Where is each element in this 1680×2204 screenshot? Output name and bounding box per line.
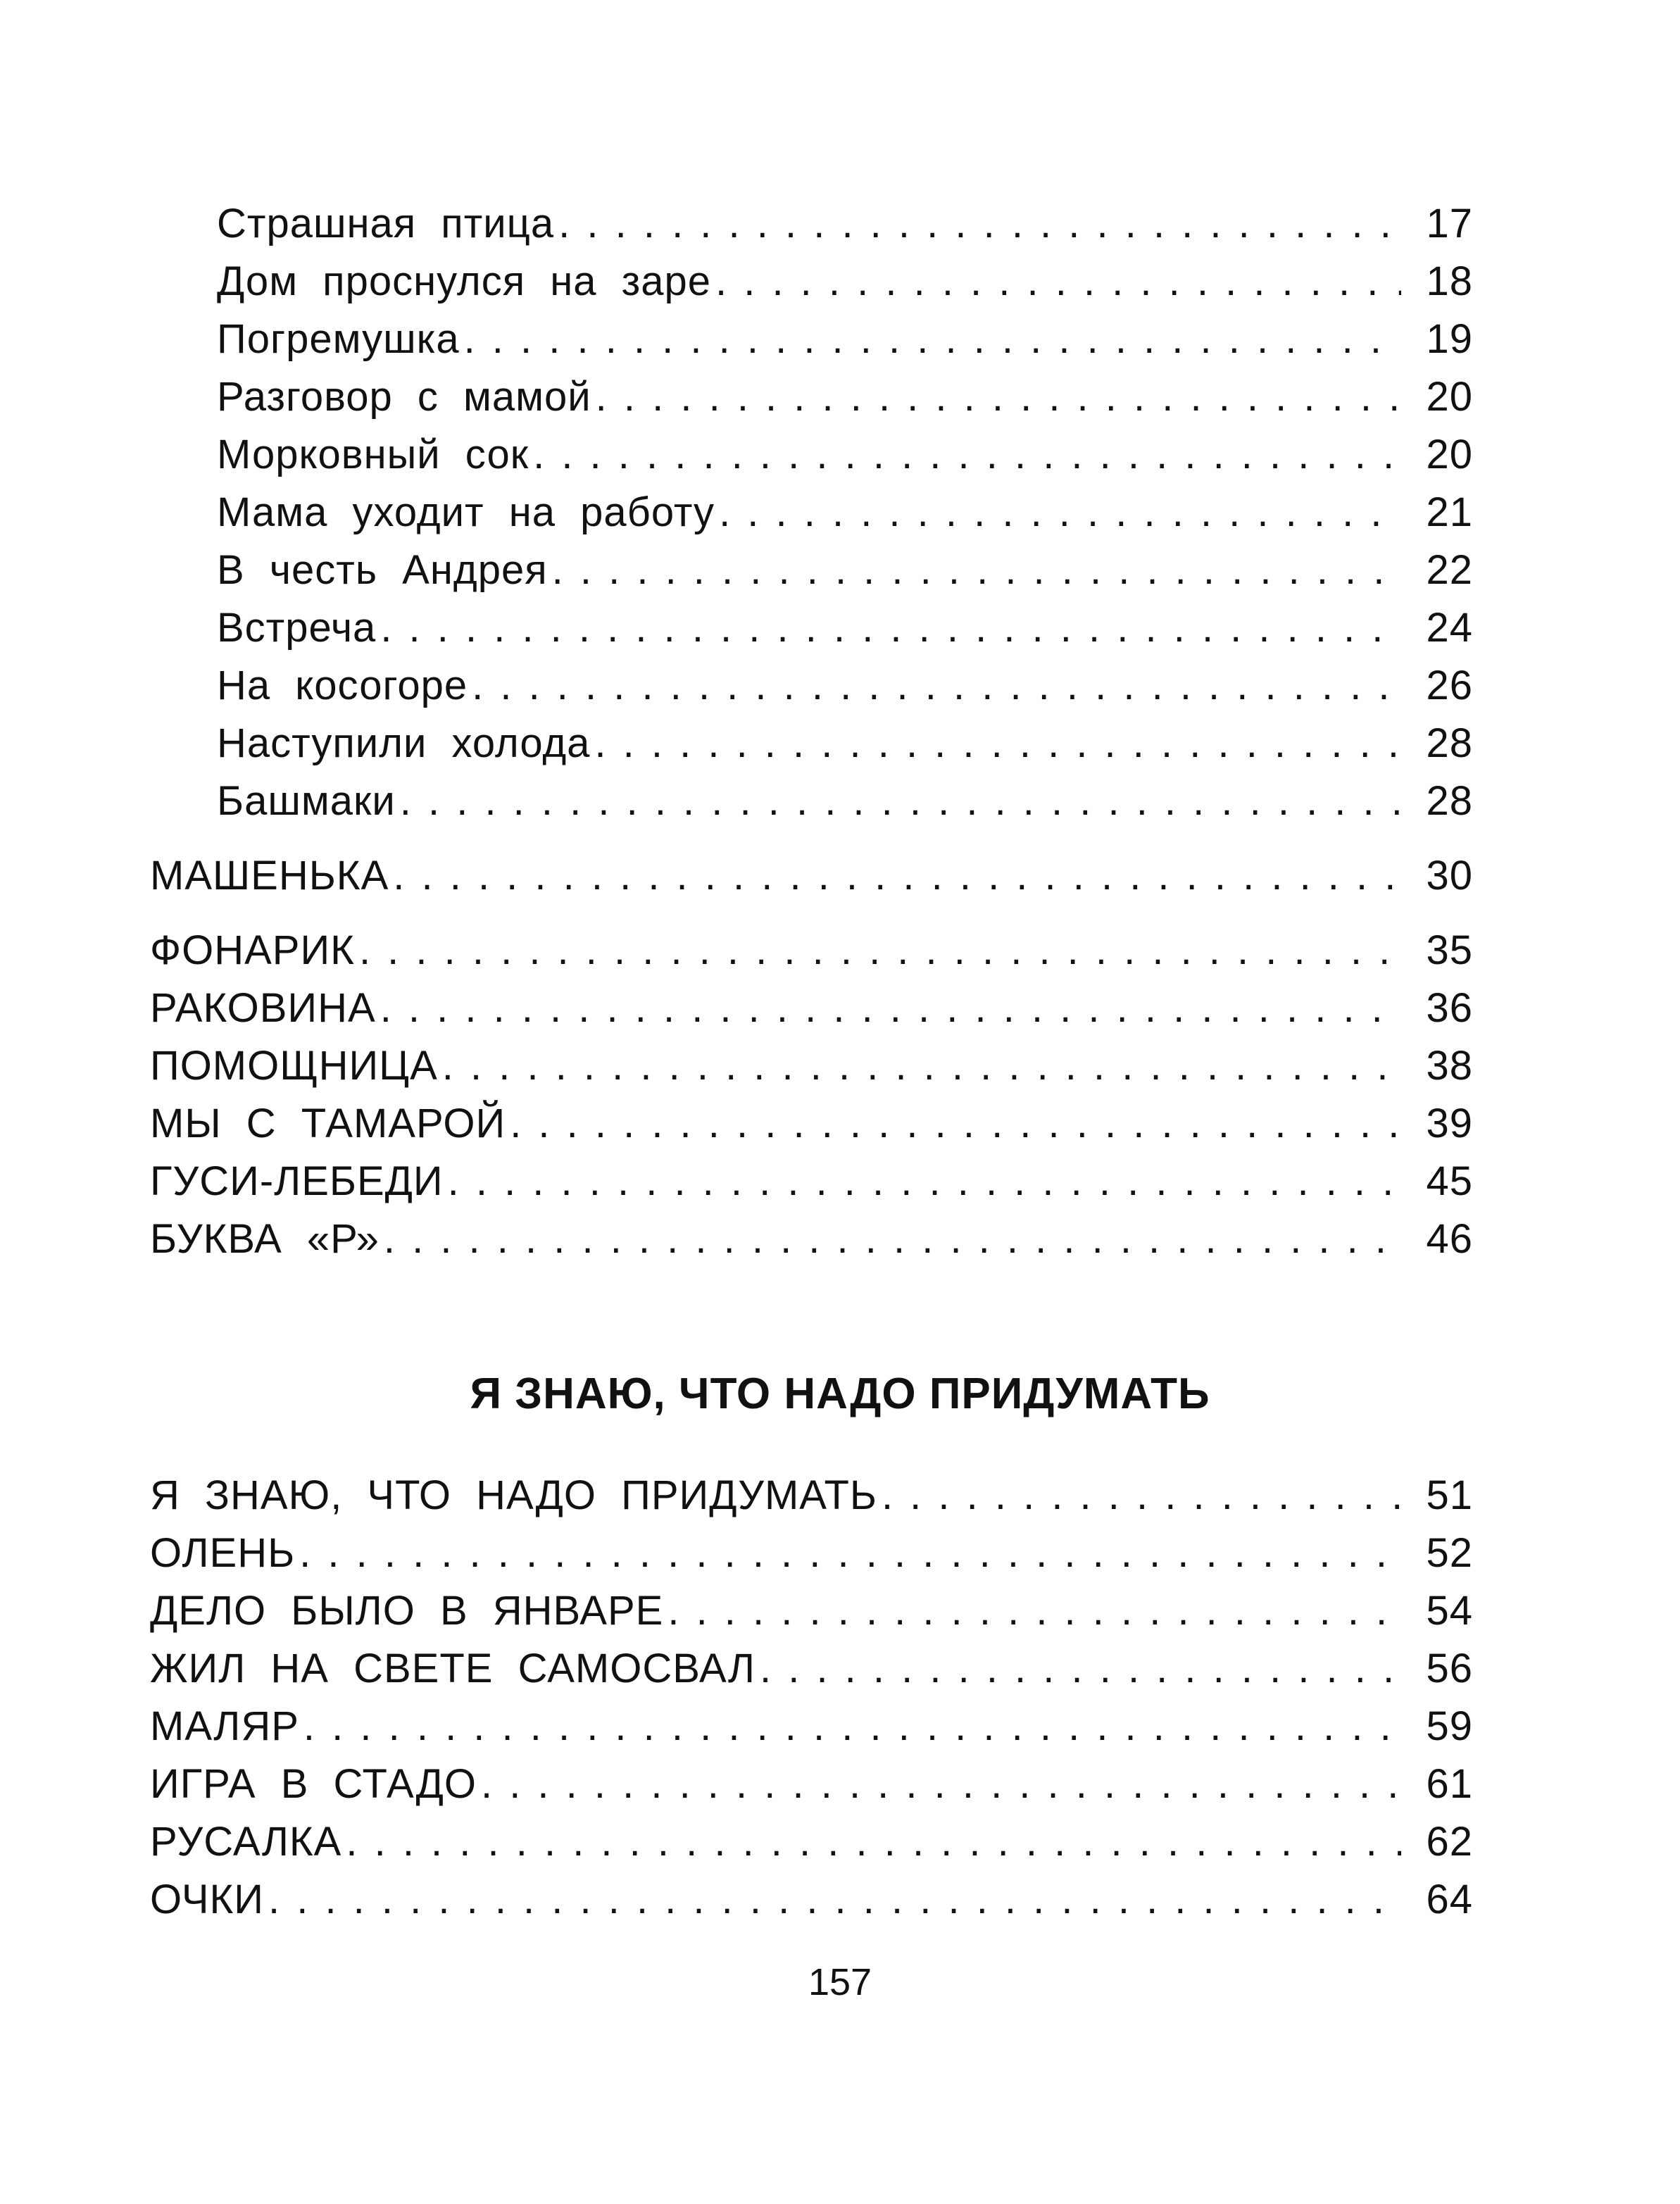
dot-leader: [299, 1524, 1401, 1582]
toc-entry-page: 35: [1426, 927, 1473, 973]
toc-entry: [0, 657, 1680, 715]
dot-leader: [303, 1698, 1401, 1755]
toc-entry: [0, 979, 1680, 1037]
toc-entry-page: 39: [1426, 1101, 1473, 1146]
toc-entry: [0, 922, 1680, 979]
toc-entry: [0, 484, 1680, 541]
dot-leader: [393, 847, 1401, 905]
dot-leader: [760, 1640, 1401, 1698]
toc-section-list: [0, 1467, 1680, 1929]
dot-leader: [596, 368, 1401, 426]
toc-story-list-a: [0, 847, 1680, 905]
toc-entry: [0, 368, 1680, 426]
dot-leader: [715, 253, 1401, 311]
toc-entry-title: ГУСИ-ЛЕБЕДИ: [150, 1158, 444, 1204]
dot-leader: [594, 715, 1401, 772]
toc-entry-page: 36: [1426, 985, 1473, 1031]
toc-entry-page: 20: [1426, 432, 1473, 477]
dot-leader: [442, 1037, 1401, 1095]
toc-entry: [0, 1210, 1680, 1268]
dot-leader: [552, 541, 1401, 599]
toc-entry-page: 54: [1426, 1588, 1473, 1634]
toc-entry-title: Дом проснулся на заре: [217, 258, 711, 304]
toc-entry-title: РУСАЛКА: [150, 1819, 342, 1865]
toc-entry-page: 24: [1426, 605, 1473, 651]
toc-entry-page: 18: [1426, 258, 1473, 304]
toc-entry: [0, 772, 1680, 830]
dot-leader: [882, 1467, 1401, 1524]
toc-entry-page: 22: [1426, 547, 1473, 593]
dot-leader: [472, 657, 1401, 715]
toc-entry: [0, 599, 1680, 657]
toc-entry-title: Я ЗНАЮ, ЧТО НАДО ПРИДУМАТЬ: [150, 1472, 877, 1518]
toc-entry-title: МАШЕНЬКА: [150, 853, 389, 898]
toc-entry-title: РАКОВИНА: [150, 985, 376, 1031]
dot-leader: [380, 979, 1401, 1037]
toc-entry: [0, 253, 1680, 311]
toc-subsection-list: [0, 195, 1680, 830]
toc-entry: [0, 847, 1680, 905]
toc-entry: [0, 1698, 1680, 1755]
toc-entry-page: 26: [1426, 663, 1473, 708]
page-number: 157: [808, 1961, 872, 2003]
dot-leader: [481, 1755, 1401, 1813]
dot-leader: [448, 1153, 1401, 1210]
toc-entry-page: 17: [1426, 201, 1473, 246]
toc-entry-page: 61: [1426, 1761, 1473, 1807]
toc-entry: [0, 311, 1680, 368]
toc-entry: [0, 1640, 1680, 1698]
toc-entry-title: Мама уходит на работу: [217, 489, 715, 535]
dot-leader: [464, 311, 1401, 368]
toc-entry-page: 21: [1426, 489, 1473, 535]
toc-entry-title: ФОНАРИК: [150, 927, 355, 973]
toc-entry-page: 45: [1426, 1158, 1473, 1204]
toc-entry-page: 59: [1426, 1703, 1473, 1749]
toc-story-list-b: [0, 922, 1680, 1268]
toc-entry: [0, 715, 1680, 772]
toc-entry-page: 52: [1426, 1530, 1473, 1576]
toc-entry: [0, 426, 1680, 484]
dot-leader: [384, 1210, 1401, 1268]
dot-leader: [510, 1095, 1401, 1153]
toc-entry-title: ДЕЛО БЫЛО В ЯНВАРЕ: [150, 1588, 664, 1634]
toc-entry: [0, 1153, 1680, 1210]
section-heading: Я ЗНАЮ, ЧТО НАДО ПРИДУМАТЬ: [470, 1370, 1210, 1418]
toc-entry-page: 20: [1426, 374, 1473, 420]
toc-entry-title: ОЛЕНЬ: [150, 1530, 296, 1576]
toc-entry: [0, 1037, 1680, 1095]
toc-entry-title: МЫ С ТАМАРОЙ: [150, 1101, 506, 1146]
toc-entry-title: МАЛЯР: [150, 1703, 299, 1749]
toc-entry-page: 30: [1426, 853, 1473, 898]
toc-entry: [0, 1095, 1680, 1153]
toc-entry-page: 62: [1426, 1819, 1473, 1865]
dot-leader: [359, 922, 1401, 979]
dot-leader: [380, 599, 1401, 657]
toc-entry-title: ОЧКИ: [150, 1877, 264, 1922]
toc-entry-page: 19: [1426, 316, 1473, 362]
toc-entry-title: Морковный сок: [217, 432, 529, 477]
dot-leader: [533, 426, 1401, 484]
toc-entry-title: Разговор с мамой: [217, 374, 591, 420]
toc-entry: [0, 1871, 1680, 1929]
toc-entry-page: 64: [1426, 1877, 1473, 1922]
toc-entry-title: На косогоре: [217, 663, 468, 708]
toc-entry-page: 56: [1426, 1646, 1473, 1691]
toc-entry: [0, 1467, 1680, 1524]
toc-entry-page: 38: [1426, 1043, 1473, 1089]
toc-entry-page: 28: [1426, 778, 1473, 824]
dot-leader: [667, 1582, 1401, 1640]
toc-entry-title: ПОМОЩНИЦА: [150, 1043, 438, 1089]
toc-entry-title: Встреча: [217, 605, 377, 651]
toc-entry-title: Страшная птица: [217, 201, 555, 246]
toc-entry-title: БУКВА «Р»: [150, 1216, 380, 1262]
toc-entry: [0, 1524, 1680, 1582]
toc-entry: [0, 1755, 1680, 1813]
toc-entry: [0, 195, 1680, 253]
toc-entry-title: В честь Андрея: [217, 547, 548, 593]
toc-entry-title: ИГРА В СТАДО: [150, 1761, 477, 1807]
toc-entry: [0, 1813, 1680, 1871]
toc-entry-page: 51: [1426, 1472, 1473, 1518]
toc-entry-title: ЖИЛ НА СВЕТЕ САМОСВАЛ: [150, 1646, 756, 1691]
toc-entry-title: Башмаки: [217, 778, 396, 824]
dot-leader: [719, 484, 1401, 541]
dot-leader: [400, 772, 1401, 830]
toc-entry-title: Погремушка: [217, 316, 460, 362]
dot-leader: [268, 1871, 1401, 1929]
dot-leader: [558, 195, 1401, 253]
toc-entry-title: Наступили холода: [217, 720, 591, 766]
toc-entry: [0, 1582, 1680, 1640]
toc-entry: [0, 541, 1680, 599]
toc-entry-page: 28: [1426, 720, 1473, 766]
toc-entry-page: 46: [1426, 1216, 1473, 1262]
dot-leader: [346, 1813, 1401, 1871]
